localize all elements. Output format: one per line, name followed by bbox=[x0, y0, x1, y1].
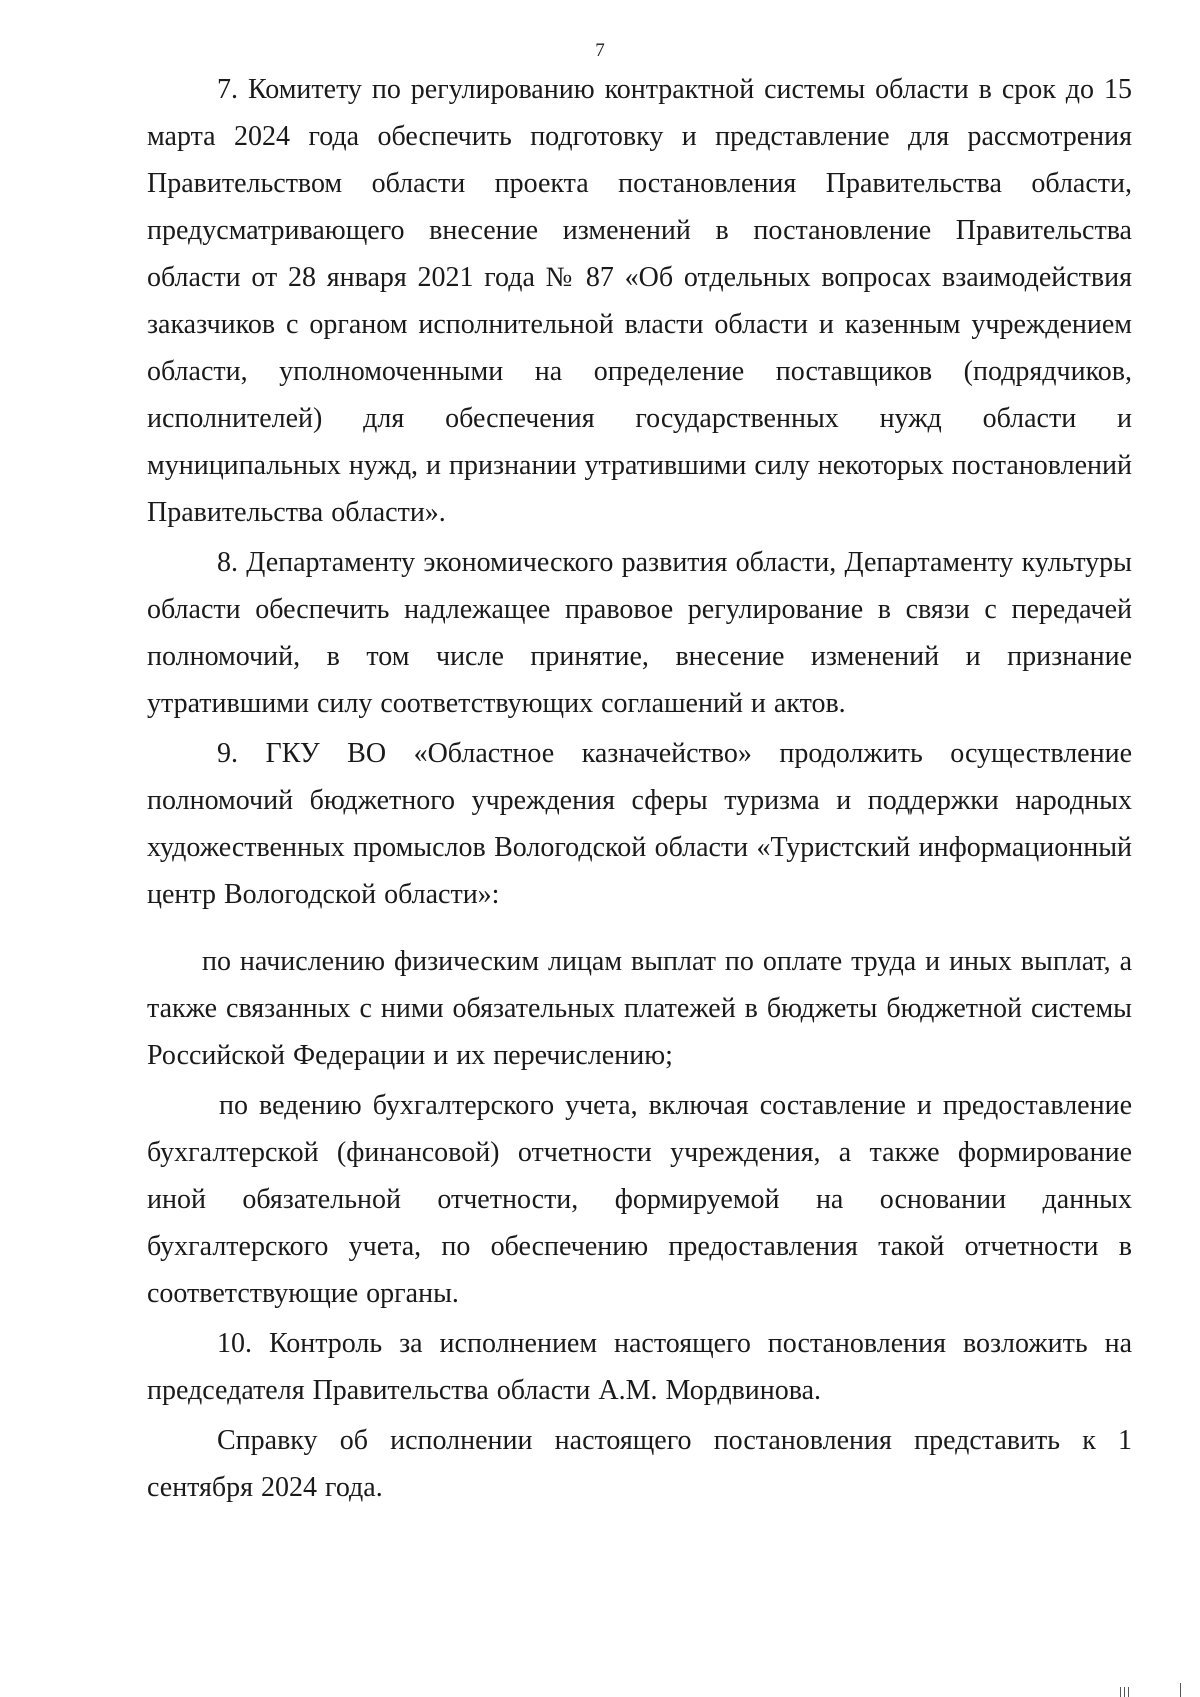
scan-artifact bbox=[1180, 1683, 1181, 1697]
scan-artifact bbox=[1120, 1687, 1121, 1697]
page-number: 7 bbox=[595, 40, 605, 61]
paragraph-item-8: 8. Департаменту экономического развития области, Департаменту культуры области обеспечить надлежащее правовое регулирование в связи с передачей полномочий, в том числе принятие, внесение изменений и признание утратившими силу соответствующих соглашений и актов. bbox=[147, 547, 1132, 719]
paragraph-subitem-accounting: по ведению бухгалтерского учета, включая составление и предоставление бухгалтерской (финансовой) отчетности учреждения, а также формирование иной обязательной отчетности, формируемой на основании данных бухгалтерского учета, по обеспечению предоставления такой отчетности в соответствующие органы. bbox=[147, 1090, 1132, 1309]
paragraph-item-10: 10. Контроль за исполнением настоящего постановления возложить на председателя Правительства области А.М. Мордвинова. bbox=[147, 1328, 1132, 1406]
paragraph-subitem-payroll: по начислению физическим лицам выплат по оплате труда и иных выплат, а также связанных с ними обязательных платежей в бюджеты бюджетной системы Российской Федерации и их перечислению; bbox=[147, 946, 1132, 1071]
document-body bbox=[147, 66, 1132, 1511]
paragraph-item-7: 7. Комитету по регулированию контрактной системы области в срок до 15 марта 2024 года обеспечить подготовку и представление для рассмотрения Правительством области проекта постановления Правительства области, предусматривающего внесение изменений в постановление Правительства области от 28 января 2021 года № 87 «Об отдельных вопросах взаимодействия заказчиков с органом исполнительной власти области и казенным учреждением области, уполномоченными на определение поставщиков (подрядчиков, исполнителей) для обеспечения государственных нужд области и муниципальных нужд, и признании утратившими силу некоторых постановлений Правительства области». bbox=[147, 74, 1133, 528]
scan-artifact bbox=[1128, 1687, 1129, 1697]
paragraph-report-deadline: Справку об исполнении настоящего постановления представить к 1 сентября 2024 года. bbox=[147, 1425, 1132, 1503]
scan-artifact bbox=[1124, 1687, 1125, 1697]
paragraph-item-9: 9. ГКУ ВО «Областное казначейство» продолжить осуществление полномочий бюджетного учреждения сферы туризма и поддержки народных художественных промыслов Вологодской области «Туристский информационный центр Вологодской области»: bbox=[147, 738, 1132, 910]
